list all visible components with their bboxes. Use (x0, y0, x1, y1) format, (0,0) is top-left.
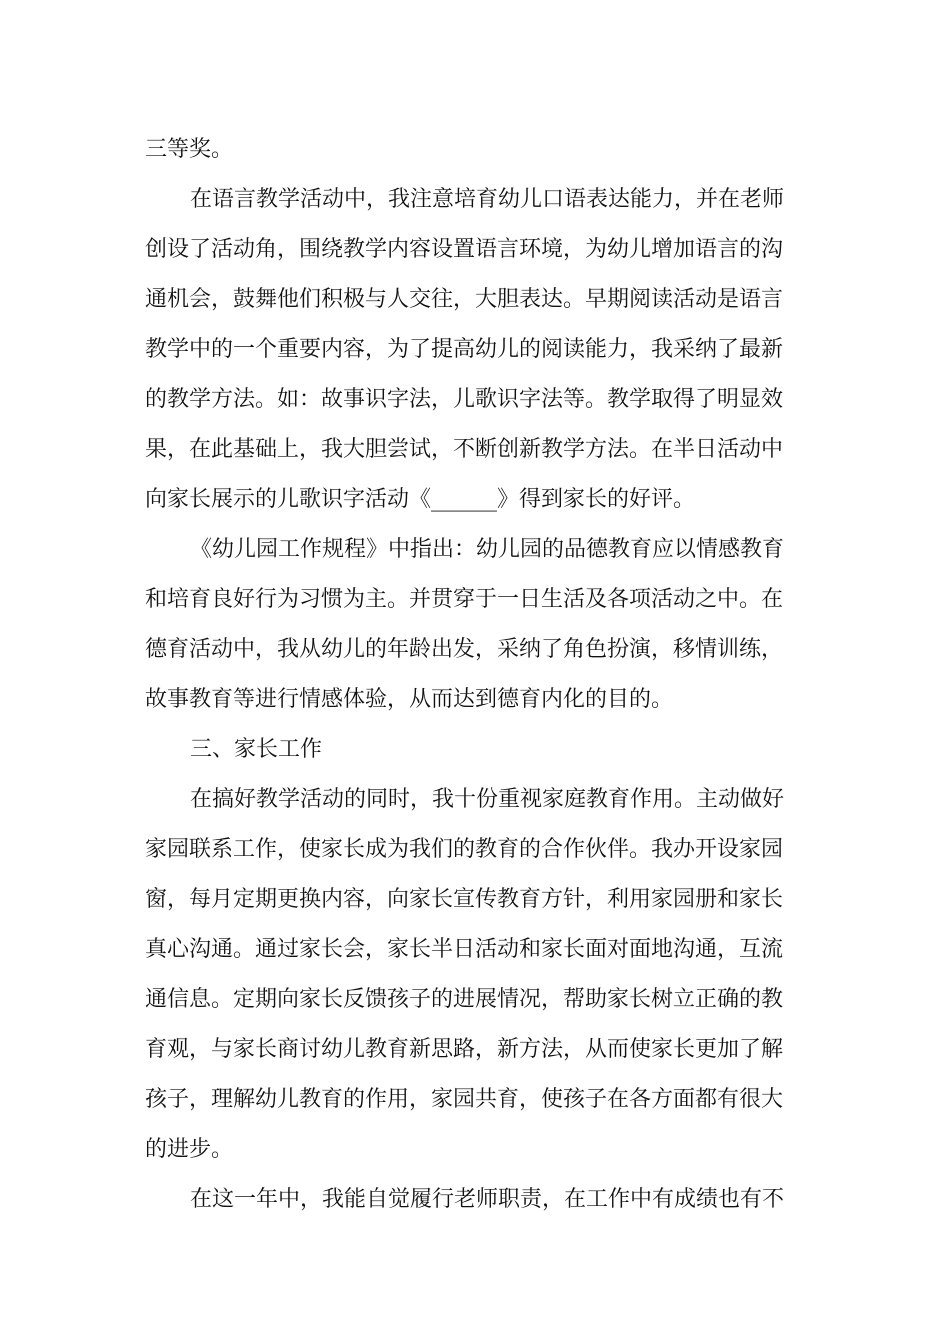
paragraph-first-line: 在搞好教学活动的同时，我十份重视家庭教育作用。主动做好 (190, 787, 785, 812)
paragraph-first-line: 《幼儿园工作规程》中指出：幼儿园的品德教育应以情感教育 (190, 537, 785, 562)
text-line: 通信息。定期向家长反馈孩子的进展情况，帮助家长树立正确的教 (145, 987, 784, 1012)
paragraph-first-line: 在这一年中，我能自觉履行老师职责，在工作中有成绩也有不 (190, 1187, 785, 1212)
text-line: 教学中的一个重要内容，为了提高幼儿的阅读能力，我采纳了最新 (145, 337, 784, 362)
text-line: 和培育良好行为习惯为主。并贯穿于一日生活及各项活动之中。在 (145, 587, 784, 612)
text-line: 三等奖。 (145, 137, 234, 162)
section-heading: 三、家长工作 (190, 737, 323, 762)
text-line: 家园联系工作，使家长成为我们的教育的合作伙伴。我办开设家园 (145, 837, 784, 862)
text-line: 果，在此基础上，我大胆尝试，不断创新教学方法。在半日活动中 (145, 437, 784, 462)
text-line: 窗，每月定期更换内容，向家长宣传教育方针，利用家园册和家长 (145, 887, 784, 912)
text-line: 的教学方法。如：故事识字法，儿歌识字法等。教学取得了明显效 (145, 387, 784, 412)
text-line: 创设了活动角，围绕教学内容设置语言环境，为幼儿增加语言的沟 (145, 237, 784, 262)
paragraph-first-line: 在语言教学活动中，我注意培育幼儿口语表达能力，并在老师 (190, 187, 785, 212)
text-line: 孩子，理解幼儿教育的作用，家园共育，使孩子在各方面都有很大 (145, 1087, 784, 1112)
text-line: 德育活动中，我从幼儿的年龄出发，采纳了角色扮演，移情训练， (145, 637, 784, 662)
text-line: 通机会，鼓舞他们积极与人交往，大胆表达。早期阅读活动是语言 (145, 287, 784, 312)
text-line: 真心沟通。通过家长会，家长半日活动和家长面对面地沟通，互流 (145, 937, 784, 962)
text-line: 向家长展示的儿歌识字活动《______》得到家长的好评。 (145, 487, 696, 512)
text-line: 育观，与家长商讨幼儿教育新思路，新方法，从而使家长更加了解 (145, 1037, 784, 1062)
text-line: 故事教育等进行情感体验，从而达到德育内化的目的。 (145, 687, 674, 712)
text-line: 的进步。 (145, 1137, 234, 1162)
